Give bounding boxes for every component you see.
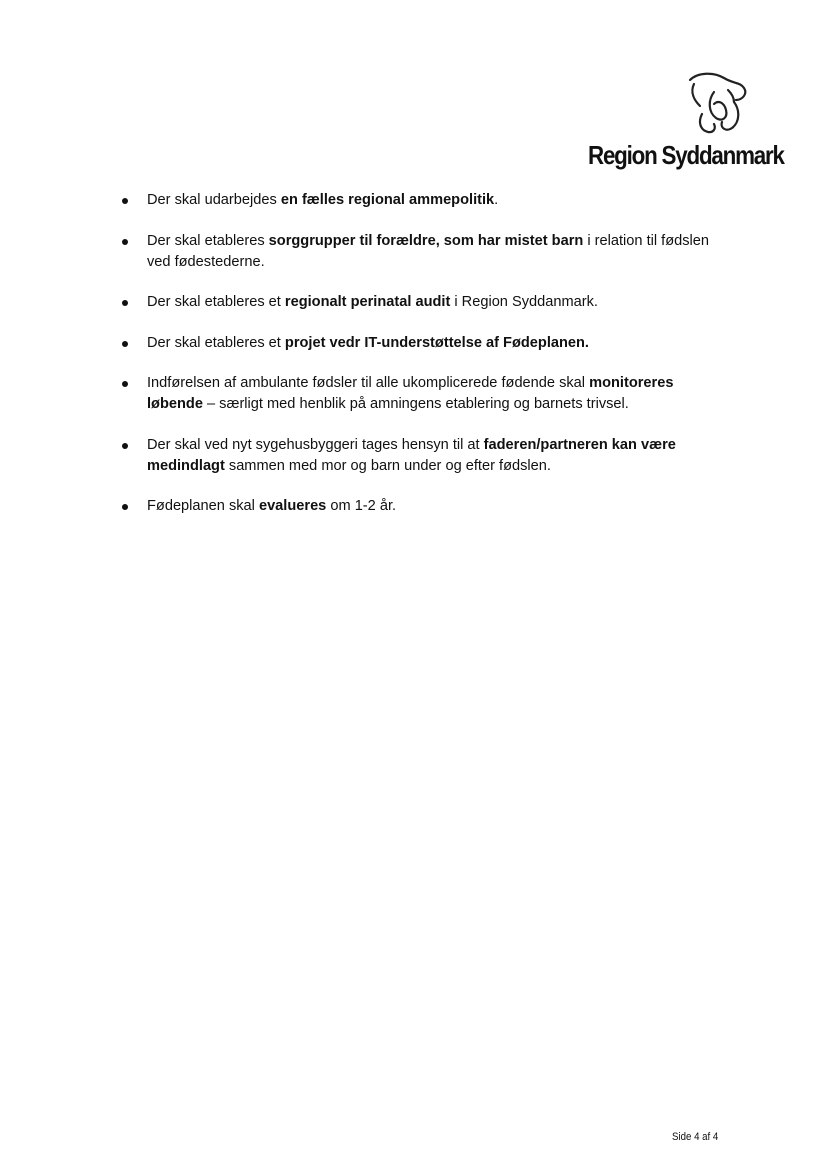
region-logo — [588, 70, 784, 170]
bullet-icon — [122, 198, 128, 204]
bullet-list — [119, 190, 719, 537]
logo-wordmark: Region Syddanmark — [588, 140, 784, 170]
bullet-text — [147, 375, 673, 412]
bullet-text-segment: . — [494, 192, 499, 208]
list-item — [119, 435, 719, 477]
bullet-text — [147, 233, 709, 270]
bullet-text-segment: Der skal udarbejdes — [147, 192, 281, 208]
list-item — [119, 190, 719, 211]
bullet-text-segment: i Region Syddanmark. — [450, 294, 598, 310]
bullet-text-segment: Der skal etableres et — [147, 334, 285, 351]
bullet-icon — [122, 381, 128, 387]
bullet-text-segment: Der skal ved nyt sygehusbyggeri tages hensyn til at — [147, 436, 484, 453]
bullet-text-segment: Der skal etableres et — [147, 294, 285, 310]
list-item — [119, 292, 719, 313]
list-item — [119, 496, 719, 517]
region-logo-mark-icon — [684, 70, 754, 136]
bullet-text-bold: monitoreres løbende — [147, 375, 674, 412]
bullet-text — [147, 498, 396, 514]
bullet-text-segment: Indførelsen af ambulante fødsler til alle ukomplicerede fødende skal — [147, 375, 590, 391]
bullet-text-bold: regionalt perinatal audit — [284, 294, 451, 310]
bullet-icon — [122, 443, 128, 449]
bullet-text-bold: projet vedr IT-understøttelse af Fødeplanen. — [284, 334, 589, 351]
bullet-icon — [122, 300, 128, 306]
bullet-text-segment: – særligt med henblik på amningens etablering og barnets trivsel. — [202, 396, 629, 412]
bullet-text — [147, 294, 598, 310]
bullet-text — [147, 192, 498, 208]
bullet-text-segment: i relation til fødslen ved fødestederne. — [147, 232, 710, 270]
bullet-text-segment: Der skal etableres — [147, 232, 269, 249]
list-item — [119, 373, 719, 415]
list-item — [119, 333, 719, 354]
list-item — [119, 231, 719, 273]
bullet-text — [147, 335, 589, 351]
bullet-text-bold: faderen/partneren kan være medindlagt — [147, 436, 676, 474]
page-number: Side 4 af 4 — [672, 1131, 719, 1143]
bullet-icon — [122, 341, 128, 347]
bullet-text-bold: en fælles regional ammepolitik — [280, 192, 495, 208]
bullet-icon — [122, 504, 128, 510]
bullet-text-segment: sammen med mor og barn under og efter fødslen. — [224, 457, 551, 474]
bullet-icon — [122, 239, 128, 245]
bullet-text — [147, 437, 676, 474]
bullet-text-segment: om 1-2 år. — [326, 498, 397, 514]
bullet-text-bold: evalueres — [258, 498, 327, 514]
bullet-text-bold: sorggrupper til forældre, som har mistet barn — [268, 232, 584, 249]
bullet-text-segment: Fødeplanen skal — [147, 498, 259, 514]
